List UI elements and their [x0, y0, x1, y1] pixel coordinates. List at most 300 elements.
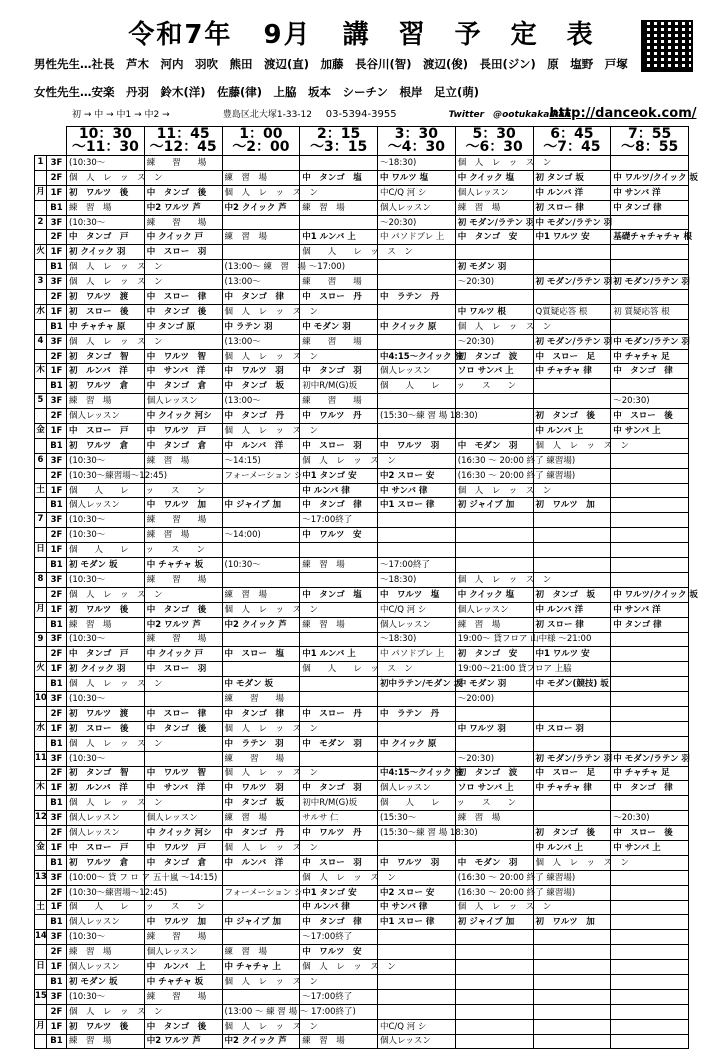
slot-cell: 個人レッスン — [144, 945, 222, 960]
day-cell: 水 — [35, 304, 47, 319]
slot-cell: (13:00～ — [222, 334, 300, 349]
schedule-row — [35, 587, 689, 602]
slot-cell — [455, 974, 533, 989]
slot-cell: 中 ワルツ 加 — [144, 498, 222, 513]
slot-cell: ～18:30) — [378, 572, 456, 587]
title-text: 講 習 予 定 表 — [342, 20, 595, 50]
schedule-row — [35, 438, 689, 453]
website-link[interactable]: http://danceok.com/ — [549, 106, 697, 121]
slot-cell — [455, 1004, 533, 1019]
slot-cell: 中 パソドブレ 上 — [378, 230, 456, 245]
slot-cell: 中 タンゴ 戸 — [67, 230, 145, 245]
slot-cell: 練 習 場 — [300, 275, 378, 290]
day-cell: 木 — [35, 364, 47, 379]
day-cell: 12 — [35, 811, 47, 826]
slot-cell: 中 タンゴ 律 — [611, 200, 689, 215]
slot-cell: ～17:00終了 — [300, 989, 378, 1004]
day-cell — [35, 200, 47, 215]
slot-cell: 初 ルンバ 洋 — [67, 781, 145, 796]
schedule-row — [35, 156, 689, 171]
schedule-row — [35, 394, 689, 409]
time-slot-header: 1：00 ～2：00 — [222, 127, 300, 156]
schedule-row — [35, 230, 689, 245]
schedule-row — [35, 543, 689, 558]
floor-cell: 1F — [47, 245, 67, 260]
day-cell: 11 — [35, 751, 47, 766]
day-cell — [35, 1004, 47, 1019]
slot-cell — [611, 319, 689, 334]
slot-cell: 基礎チャチャチャ 根 — [611, 230, 689, 245]
floor-cell: 2F — [47, 647, 67, 662]
slot-cell: 中 ラテン 丹 — [378, 706, 456, 721]
day-cell — [35, 587, 47, 602]
slot-cell: 初 ワルツ 後 — [67, 1019, 145, 1034]
slot-cell — [222, 572, 300, 587]
slot-cell: 練 習 場 — [222, 230, 300, 245]
slot-cell — [378, 751, 456, 766]
day-cell — [35, 558, 47, 573]
slot-cell: 中 ルンバ 上 — [533, 840, 611, 855]
schedule-row — [35, 528, 689, 543]
slot-cell: 中 チャチャ 律 — [533, 364, 611, 379]
day-cell — [35, 1034, 47, 1049]
slot-cell: Q質疑応答 根 — [533, 304, 611, 319]
slot-cell: 個 人 レ ッ ス ン — [67, 260, 145, 275]
slot-cell: ～20:30) — [455, 334, 533, 349]
female-teachers: 女性先生…安楽 丹羽 鈴木(洋) 佐藤(律) 上脇 坂本 シーチン 根岸 足立(萌) — [34, 85, 479, 99]
slot-cell — [378, 721, 456, 736]
address: 豊島区北大塚1-33-12 — [222, 110, 313, 120]
slot-cell: 中 スロー 羽 — [533, 721, 611, 736]
slot-cell: 中 スロー 後 — [611, 409, 689, 424]
slot-cell: 中 タンゴ 後 — [144, 185, 222, 200]
schedule-row — [35, 483, 689, 498]
slot-cell: 個 人 レ ッ ス ン — [222, 766, 300, 781]
slot-cell: ～14:15) — [222, 453, 300, 468]
slot-cell: 個人レッスン — [67, 498, 145, 513]
slot-cell: 中 スロー 律 — [144, 290, 222, 305]
slot-cell: 個 人 レ ッ ス ン — [67, 796, 145, 811]
slot-cell: 中 タンゴ 安 — [455, 230, 533, 245]
slot-cell — [222, 156, 300, 171]
slot-cell: 個 人 レ ッ ス ン — [67, 275, 145, 290]
floor-cell: 3F — [47, 572, 67, 587]
schedule-row — [35, 855, 689, 870]
slot-cell — [533, 260, 611, 275]
slot-cell: 中2 ワルツ 芦 — [144, 1034, 222, 1049]
slot-cell: 中 ワルツ/クイック 坂 — [611, 587, 689, 602]
schedule-row — [35, 692, 689, 707]
slot-cell — [533, 394, 611, 409]
slot-cell: (15:30～ — [378, 811, 456, 826]
slot-cell: (10:30～ — [67, 572, 145, 587]
day-cell — [35, 706, 47, 721]
schedule-row — [35, 215, 689, 230]
floor-cell: 1F — [47, 662, 67, 677]
slot-cell: 個人レッスン — [378, 1034, 456, 1049]
slot-cell: 初 スロー 後 — [67, 721, 145, 736]
slot-cell: 中 スロー 足 — [533, 349, 611, 364]
slot-cell: 初 タンゴ 坂 — [533, 587, 611, 602]
floor-cell: 3F — [47, 751, 67, 766]
slot-cell: 中2 ワルツ 芦 — [144, 200, 222, 215]
slot-cell — [378, 334, 456, 349]
slot-cell — [378, 974, 456, 989]
slot-cell: 初 モダン/ラテン 羽 — [533, 751, 611, 766]
slot-cell: 中 モダン 羽 — [300, 319, 378, 334]
floor-cell: 2F — [47, 826, 67, 841]
day-cell — [35, 468, 47, 483]
floor-cell: 1F — [47, 602, 67, 617]
slot-cell — [611, 989, 689, 1004]
day-cell: 火 — [35, 245, 47, 260]
slot-cell: (10:30～ — [222, 558, 300, 573]
schedule-row — [35, 572, 689, 587]
slot-cell — [533, 245, 611, 260]
slot-cell: 中 チャチャ 足 — [611, 349, 689, 364]
slot-cell: 練 習 場 — [300, 558, 378, 573]
day-cell — [35, 796, 47, 811]
slot-cell — [533, 513, 611, 528]
slot-cell: 中 クイック 塩 — [455, 587, 533, 602]
slot-cell: 中 タンゴ 律 — [611, 617, 689, 632]
slot-cell — [533, 930, 611, 945]
day-cell: 金 — [35, 840, 47, 855]
slot-cell: 初 タンゴ 坂 — [533, 170, 611, 185]
slot-cell: (10:30～ — [67, 751, 145, 766]
slot-cell — [378, 930, 456, 945]
slot-cell: 中 ワルツ 智 — [144, 349, 222, 364]
slot-cell: 中 サンバ 上 — [611, 424, 689, 439]
slot-cell: (15:30～練 習 場 18:30) — [378, 409, 456, 424]
slot-cell: 中 タンゴ 戸 — [67, 647, 145, 662]
slot-cell: 中 タンゴ 律 — [611, 781, 689, 796]
month: 9月 — [263, 20, 312, 50]
schedule-row — [35, 513, 689, 528]
slot-cell: 練 習 場 — [144, 572, 222, 587]
floor-cell: 1F — [47, 424, 67, 439]
slot-cell: 個 人 レ ッ ス ン — [67, 483, 145, 498]
day-cell: 8 — [35, 572, 47, 587]
slot-cell: (10:30～ — [67, 632, 145, 647]
slot-cell: 中1 スロー 律 — [378, 498, 456, 513]
slot-cell: 個 人 レ ッ ス ン — [222, 185, 300, 200]
slot-cell — [611, 528, 689, 543]
slot-cell: 中 クイック 戸 — [144, 230, 222, 245]
slot-cell — [611, 647, 689, 662]
slot-cell: 中 ワルツ 丹 — [300, 826, 378, 841]
slot-cell: 練 習 場 — [144, 989, 222, 1004]
day-cell — [35, 379, 47, 394]
slot-cell — [378, 840, 456, 855]
slot-cell: 練 習 場 — [144, 930, 222, 945]
slot-cell: 初 質疑応答 根 — [611, 304, 689, 319]
slot-cell — [611, 677, 689, 692]
slot-cell: ～17:00終了 — [300, 513, 378, 528]
floor-cell: B1 — [47, 1034, 67, 1049]
slot-cell: (13:00 ～ 練 習 場 ～ 17:00終了) — [222, 1004, 300, 1019]
slot-cell: 中 チャチャ 上 — [222, 960, 300, 975]
time-header-row — [35, 127, 689, 156]
slot-cell: 中 タンゴ 後 — [144, 602, 222, 617]
schedule-row — [35, 677, 689, 692]
slot-cell: 中 スロー 羽 — [300, 438, 378, 453]
slot-cell: 個人レッスン — [67, 960, 145, 975]
slot-cell — [378, 304, 456, 319]
slot-cell: 初 ジャイブ 加 — [455, 915, 533, 930]
schedule-row — [35, 736, 689, 751]
slot-cell: 中 タンゴ 丹 — [222, 409, 300, 424]
slot-cell: 中 ワルツ 安 — [300, 945, 378, 960]
slot-cell — [378, 260, 456, 275]
slot-cell: 中4:15～クイック 波 — [378, 766, 456, 781]
slot-cell: 中1 ルンバ 上 — [300, 230, 378, 245]
slot-cell — [378, 692, 456, 707]
slot-cell: 個 人 レ ッ ス ン — [67, 1004, 145, 1019]
slot-cell: 初 モダン 坂 — [67, 558, 145, 573]
day-cell: 月 — [35, 185, 47, 200]
floor-cell: 3F — [47, 870, 67, 885]
slot-cell: 初 クイック 羽 — [67, 245, 145, 260]
slot-cell: 中 スロー 羽 — [300, 855, 378, 870]
slot-cell: 初 モダン 坂 — [67, 974, 145, 989]
schedule-row — [35, 1034, 689, 1049]
slot-cell: 中 クイック 原 — [378, 736, 456, 751]
slot-cell: (10:30～ — [67, 156, 145, 171]
floor-cell: B1 — [47, 558, 67, 573]
slot-cell: 中 ワルツ/クイック 坂 — [611, 170, 689, 185]
slot-cell — [378, 1004, 456, 1019]
schedule-row — [35, 826, 689, 841]
day-cell — [35, 677, 47, 692]
schedule-row — [35, 1019, 689, 1034]
slot-cell — [300, 677, 378, 692]
slot-cell: 中 ワルツ 羽 — [222, 781, 300, 796]
slot-cell: (16:30 ～ 20:00 終了 練習場) — [455, 468, 533, 483]
qr-code-icon — [641, 20, 693, 72]
slot-cell — [455, 840, 533, 855]
slot-cell — [611, 692, 689, 707]
day-cell — [35, 915, 47, 930]
schedule-row — [35, 617, 689, 632]
schedule-row — [35, 811, 689, 826]
slot-cell: 中 モダン 坂 — [222, 677, 300, 692]
slot-cell: (10:30～ — [67, 989, 145, 1004]
slot-cell: 初 ワルツ 渡 — [67, 706, 145, 721]
slot-cell — [611, 543, 689, 558]
floor-cell: B1 — [47, 319, 67, 334]
slot-cell — [611, 915, 689, 930]
slot-cell: 初 モダン/ラテン 羽 — [611, 275, 689, 290]
floor-cell: 3F — [47, 811, 67, 826]
slot-cell — [533, 543, 611, 558]
slot-cell: 中 スロー 戸 — [67, 840, 145, 855]
slot-cell: 練 習 場 — [300, 617, 378, 632]
slot-cell: 初 ジャイブ 加 — [455, 498, 533, 513]
schedule-row — [35, 468, 689, 483]
schedule-table — [34, 126, 698, 1049]
time-slot-header: 7：55 ～8：55 — [611, 127, 689, 156]
slot-cell — [611, 945, 689, 960]
slot-cell: 中 ルンバ 律 — [300, 900, 378, 915]
slot-cell — [611, 885, 689, 900]
slot-cell: 初 モダン/ラテン 羽 — [455, 215, 533, 230]
slot-cell — [378, 989, 456, 1004]
slot-cell: 中 ワルツ 丹 — [300, 409, 378, 424]
slot-cell — [611, 1034, 689, 1049]
day-cell — [35, 260, 47, 275]
slot-cell: 19:00～ 貸フロア 山中様 ～21:00 — [455, 632, 533, 647]
slot-cell — [611, 215, 689, 230]
schedule-row — [35, 245, 689, 260]
slot-cell: (10:30～練習場～12:45) — [67, 468, 145, 483]
day-cell: 4 — [35, 334, 47, 349]
slot-cell — [455, 930, 533, 945]
slot-cell: 中 タンゴ 律 — [222, 290, 300, 305]
slot-cell: 個 人 レ ッ ス ン — [378, 796, 456, 811]
slot-cell: 初 モダン 羽 — [455, 260, 533, 275]
floor-cell: 3F — [47, 513, 67, 528]
slot-cell — [378, 394, 456, 409]
schedule-row — [35, 409, 689, 424]
day-cell: 2 — [35, 215, 47, 230]
slot-cell: 中 ジャイブ 加 — [222, 498, 300, 513]
schedule-row — [35, 334, 689, 349]
slot-cell — [533, 558, 611, 573]
slot-cell: 個人レッスン — [67, 409, 145, 424]
day-cell — [35, 826, 47, 841]
slot-cell — [611, 156, 689, 171]
slot-cell: 初 タンゴ 波 — [455, 349, 533, 364]
floor-cell: 2F — [47, 766, 67, 781]
floor-cell: B1 — [47, 379, 67, 394]
slot-cell — [611, 483, 689, 498]
slot-cell: ～17:00終了 — [300, 930, 378, 945]
schedule-row — [35, 185, 689, 200]
slot-cell — [533, 706, 611, 721]
slot-cell — [300, 215, 378, 230]
slot-cell: サルサ 仁 — [300, 811, 378, 826]
slot-cell: 初 モダン/ラテン 羽 — [533, 334, 611, 349]
slot-cell: 初中R/M(G)坂 — [300, 796, 378, 811]
twitter-handle[interactable]: Twitter @ootukakaikan — [448, 110, 571, 120]
slot-cell: 個人レッスン — [67, 915, 145, 930]
slot-cell: 中 クイック 戸 — [144, 647, 222, 662]
day-cell — [35, 349, 47, 364]
slot-cell: 中 モダン 羽 — [300, 736, 378, 751]
slot-cell: ～20:00) — [455, 692, 533, 707]
slot-cell — [533, 960, 611, 975]
slot-cell — [455, 558, 533, 573]
slot-cell: 中 タンゴ 倉 — [144, 438, 222, 453]
schedule-row — [35, 170, 689, 185]
schedule-row — [35, 602, 689, 617]
slot-cell: 個 人 レ ッ ス ン — [67, 900, 145, 915]
schedule-row — [35, 960, 689, 975]
slot-cell: 個人レッスン — [144, 811, 222, 826]
slot-cell — [300, 692, 378, 707]
slot-cell — [611, 513, 689, 528]
slot-cell: 中2 スロー 安 — [378, 885, 456, 900]
slot-cell: 中 ワルツ 加 — [144, 915, 222, 930]
schedule-row — [35, 721, 689, 736]
slot-cell: 練 習 場 — [67, 617, 145, 632]
slot-cell — [222, 989, 300, 1004]
floor-cell: B1 — [47, 438, 67, 453]
slot-cell: 初 スロー 後 — [67, 304, 145, 319]
slot-cell: ～20:30) — [611, 811, 689, 826]
slot-cell — [300, 751, 378, 766]
slot-cell — [533, 974, 611, 989]
slot-cell: 練 習 場 — [144, 528, 222, 543]
slot-cell — [455, 1034, 533, 1049]
slot-cell: 中 タンゴ 坂 — [222, 796, 300, 811]
schedule-row — [35, 319, 689, 334]
day-cell: 日 — [35, 960, 47, 975]
slot-cell: (15:30～練 習 場 18:30) — [378, 826, 456, 841]
schedule-row — [35, 200, 689, 215]
floor-cell: 1F — [47, 364, 67, 379]
day-cell: 月 — [35, 1019, 47, 1034]
slot-cell: ～20:30) — [455, 751, 533, 766]
schedule-row — [35, 840, 689, 855]
slot-cell — [300, 632, 378, 647]
floor-cell: 3F — [47, 156, 67, 171]
day-cell — [35, 736, 47, 751]
slot-cell: フォーメーション シ — [222, 885, 300, 900]
slot-cell: 初 タンゴ 智 — [67, 349, 145, 364]
slot-cell: 個 人 レ ッ ス ン — [455, 900, 533, 915]
floor-cell: 1F — [47, 304, 67, 319]
slot-cell: 練 習 場 — [67, 945, 145, 960]
slot-cell: ～20:30) — [455, 275, 533, 290]
slot-cell — [611, 468, 689, 483]
slot-cell — [144, 692, 222, 707]
floor-cell: 2F — [47, 290, 67, 305]
slot-cell: ～18:30) — [378, 632, 456, 647]
slot-cell: 中 タンゴ 羽 — [300, 364, 378, 379]
slot-cell: 中 ワルツ 塩 — [378, 587, 456, 602]
slot-cell: ～20:30) — [611, 394, 689, 409]
schedule-row — [35, 915, 689, 930]
day-cell: 5 — [35, 394, 47, 409]
slot-cell: 個 人 レ ッ ス ン — [533, 438, 611, 453]
slot-cell: 中 ワルツ 羽 — [455, 721, 533, 736]
floor-cell: B1 — [47, 498, 67, 513]
floor-cell: 3F — [47, 989, 67, 1004]
schedule-row — [35, 304, 689, 319]
slot-cell — [378, 543, 456, 558]
day-cell: 10 — [35, 692, 47, 707]
day-cell — [35, 647, 47, 662]
schedule-row — [35, 766, 689, 781]
slot-cell: 中2 クイック 芦 — [222, 617, 300, 632]
day-cell — [35, 974, 47, 989]
slot-cell: 中 スロー 羽 — [144, 245, 222, 260]
floor-cell: 1F — [47, 483, 67, 498]
slot-cell: 中 クイック 河シ — [144, 826, 222, 841]
slot-cell: 個 人 レ ッ ス ン — [300, 870, 378, 885]
level-order: 初 → 中 → 中1 → 中2 → — [72, 110, 170, 120]
slot-cell: 中 ワルツ 羽 — [222, 364, 300, 379]
slot-cell: 個 人 レ ッ ス ン — [455, 156, 533, 171]
slot-cell: 中1 ルンバ 上 — [300, 647, 378, 662]
era-year: 令和7年 — [128, 20, 233, 50]
slot-cell: 中 タンゴ 倉 — [144, 379, 222, 394]
slot-cell: 中 タンゴ 塩 — [300, 170, 378, 185]
day-cell: 木 — [35, 781, 47, 796]
slot-cell — [222, 900, 300, 915]
